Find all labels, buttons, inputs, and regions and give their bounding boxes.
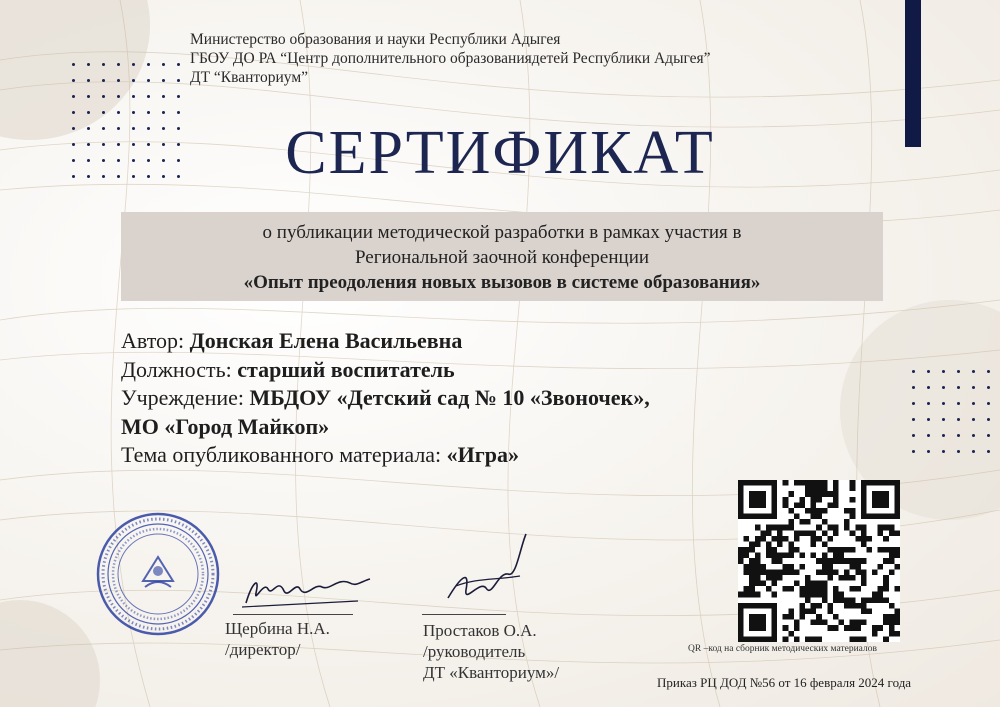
position-row <box>121 357 650 386</box>
issuer-center: ГБОУ ДО РА “Центр дополнительного образованиядетей Республики Адыгея” <box>190 50 711 67</box>
dot-grid-right <box>912 370 1000 453</box>
conference-name: «Опыт преодоления новых вызовов в системе образования» <box>243 272 761 293</box>
head-role: /руководитель <box>423 642 526 661</box>
director-signer <box>225 618 330 660</box>
order-reference: Приказ РЦ ДОД №56 от 16 февраля 2024 года <box>657 675 912 690</box>
issuer-header <box>190 30 711 87</box>
publication-band <box>121 212 883 301</box>
institution-value-continued: МО «Город Майкоп» <box>121 413 330 439</box>
publication-line-2: Региональной заочной конференции <box>354 247 650 268</box>
certificate-title: СЕРТИФИКАТ <box>285 119 715 187</box>
topic-value: «Игра» <box>446 442 520 467</box>
head-signer <box>423 620 559 683</box>
qr-code[interactable] <box>738 480 900 642</box>
head-signature <box>436 528 536 616</box>
position-label: Должность: <box>121 356 232 382</box>
director-name: Щербина Н.А. <box>225 619 330 638</box>
director-signature <box>238 563 378 613</box>
official-stamp <box>95 511 221 637</box>
author-row <box>121 328 650 357</box>
author-value: Донская Елена Васильевна <box>189 328 463 353</box>
position-value: старший воспитатель <box>237 356 455 382</box>
issuer-ministry: Министерство образования и науки Республики Адыгея <box>190 31 561 48</box>
author-label: Автор: <box>121 328 185 353</box>
publication-line-1: о публикации методической разработки в рамках участия в <box>262 222 742 243</box>
topic-label: Тема опубликованного материала: <box>121 442 442 467</box>
recipient-details <box>121 328 650 471</box>
issuer-quantorium: ДТ “Кванториум” <box>190 69 309 86</box>
topic-row <box>121 442 650 471</box>
head-organization: ДТ «Кванториум»/ <box>423 663 560 682</box>
head-name: Простаков О.А. <box>423 621 537 640</box>
institution-row <box>121 385 650 414</box>
qr-caption: QR –код на сборник методических материалов <box>688 644 877 654</box>
institution-row-continued <box>121 414 650 443</box>
director-signature-line <box>233 614 353 615</box>
institution-label: Учреждение: <box>121 385 244 410</box>
head-signature-line <box>422 614 506 615</box>
institution-value: МБДОУ «Детский сад № 10 «Звоночек», <box>249 385 650 410</box>
director-role: /директор/ <box>225 640 301 659</box>
